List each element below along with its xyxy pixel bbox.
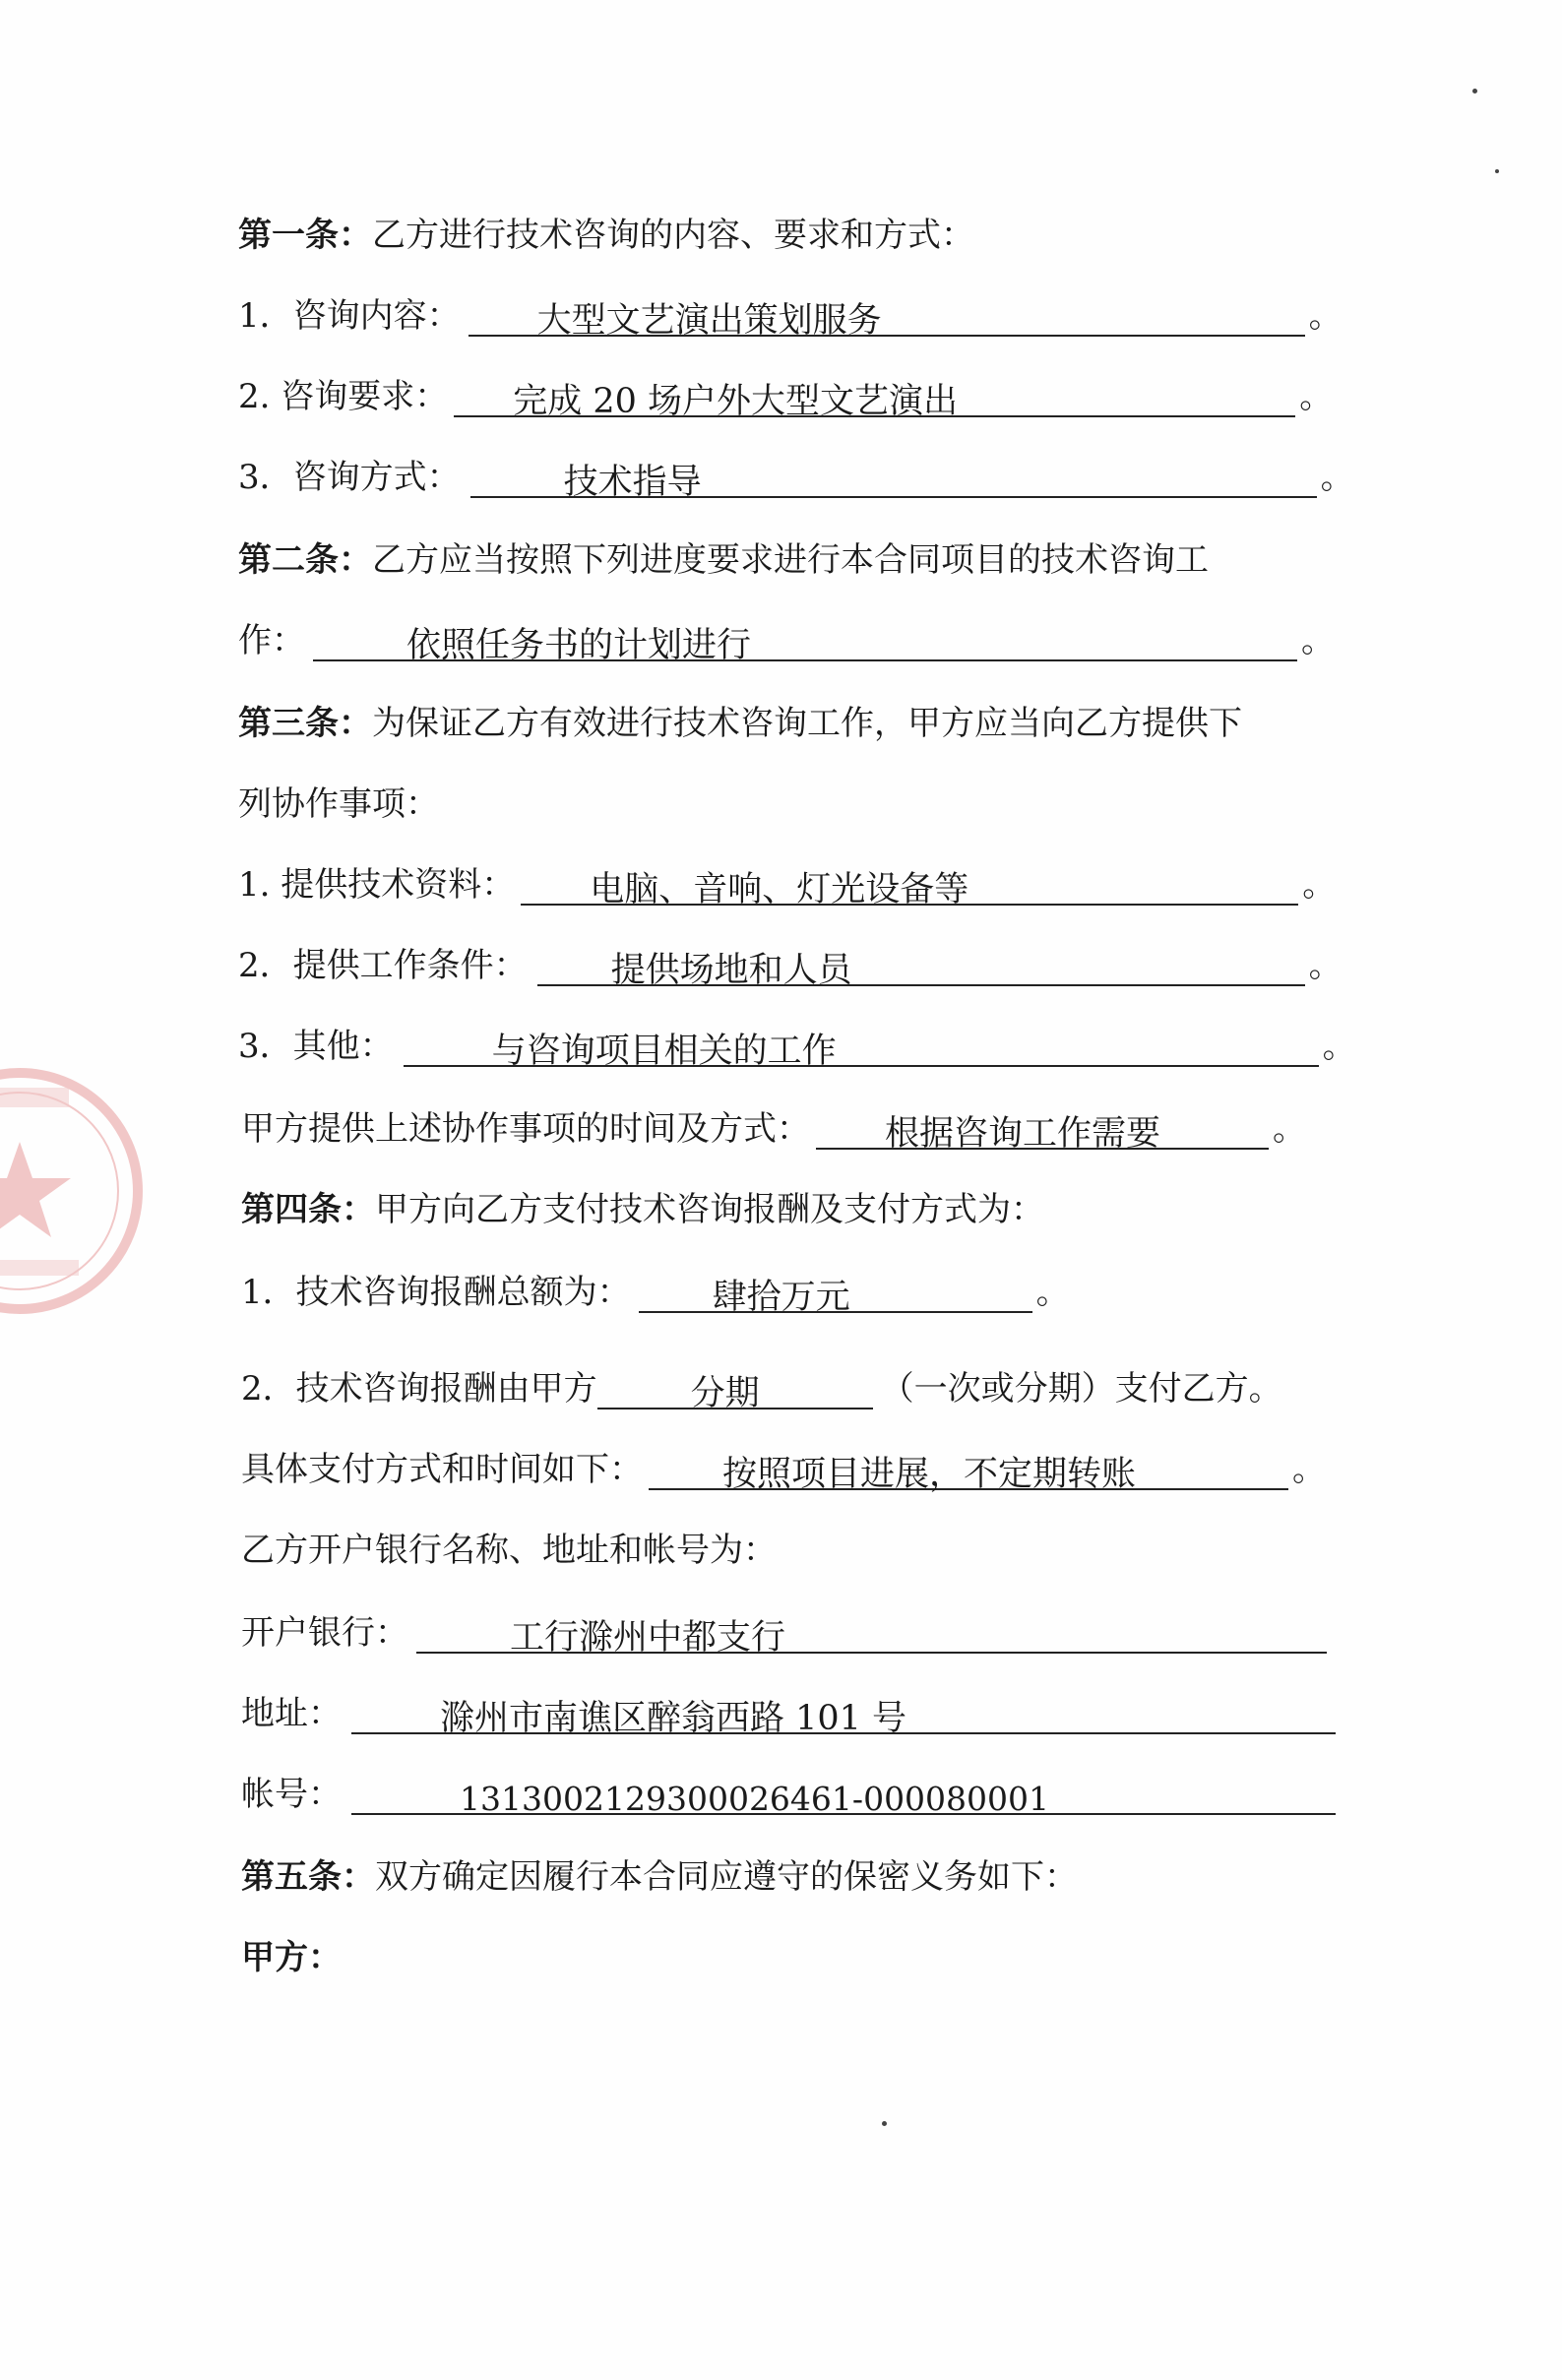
article-1-line [238, 197, 974, 256]
consult-content-line [238, 278, 1343, 341]
fee-payment-label: 2．技术咨询报酬由甲方 [241, 1369, 597, 1409]
article-3-line [238, 685, 1242, 744]
schedule-value: 依照任务书的计划进行 [406, 626, 752, 665]
article-5-text: 双方确定因履行本合同应遵守的保密义务如下： [375, 1857, 1078, 1898]
consult-method-field [470, 455, 1317, 502]
fee-total-value: 肆拾万元 [712, 1278, 850, 1317]
scan-speck [1472, 89, 1477, 94]
bank-name-field [416, 1610, 1327, 1658]
account-field [351, 1772, 1336, 1818]
tech-materials-field [521, 862, 1298, 909]
article-2-heading: 第二条： [238, 540, 372, 581]
work-conditions-label: 2．提供工作条件： [238, 946, 528, 986]
article-4-heading: 第四条： [241, 1190, 375, 1230]
consult-content-label: 1．咨询内容： [238, 296, 461, 337]
article-3-text: 为保证乙方有效进行技术咨询工作，甲方应当向乙方提供下 [372, 704, 1242, 744]
end-mark: 。 [1308, 296, 1343, 337]
address-line [241, 1675, 1336, 1738]
end-mark: 。 [1035, 1273, 1070, 1313]
fee-total-label: 1．技术咨询报酬总额为： [241, 1273, 631, 1313]
article-4-line [241, 1171, 1044, 1230]
bank-name-value: 工行滁州中都支行 [510, 1618, 786, 1658]
article-5-heading: 第五条： [241, 1857, 375, 1898]
payment-detail-line [241, 1431, 1326, 1494]
coop-time-line [241, 1091, 1306, 1154]
address-label: 地址： [241, 1694, 342, 1734]
coop-time-field [816, 1106, 1269, 1154]
consult-content-value: 大型文艺演出策划服务 [536, 301, 882, 341]
consult-method-line [238, 439, 1354, 502]
end-mark: 。 [1302, 865, 1337, 906]
article-3-cont-line [238, 766, 439, 825]
end-mark: 。 [1322, 1027, 1356, 1067]
schedule-field [313, 618, 1297, 665]
article-4-text: 甲方向乙方支付技术咨询报酬及支付方式为： [375, 1190, 1044, 1230]
coop-time-label: 甲方提供上述协作事项的时间及方式： [241, 1109, 810, 1150]
other-items-field [404, 1024, 1319, 1071]
payment-detail-field [649, 1447, 1288, 1494]
scan-speck [882, 2121, 887, 2126]
work-conditions-value: 提供场地和人员 [610, 951, 852, 990]
party-a-line [241, 1919, 342, 1978]
scan-speck [1495, 169, 1499, 173]
end-mark: 。 [1320, 458, 1354, 498]
seal-stamp-image [0, 1029, 157, 1353]
account-line [241, 1756, 1336, 1818]
end-mark: 。 [1292, 1450, 1326, 1490]
work-conditions-line [238, 927, 1343, 990]
tech-materials-value: 电脑、音响、灯光设备等 [590, 870, 969, 909]
bank-intro-line [241, 1512, 777, 1571]
article-3-heading: 第三条： [238, 704, 372, 744]
end-mark: 。 [1308, 946, 1343, 986]
end-mark: 。 [1301, 621, 1335, 661]
article-2-cont-label: 作： [238, 621, 305, 661]
fee-total-field [639, 1270, 1032, 1317]
tech-materials-label: 1. 提供技术资料： [238, 865, 516, 906]
article-1-heading: 第一条： [238, 216, 372, 256]
consult-method-label: 3．咨询方式： [238, 458, 461, 498]
consult-requirement-line [238, 358, 1334, 421]
payment-detail-label: 具体支付方式和时间如下： [241, 1450, 643, 1490]
address-field [351, 1691, 1336, 1738]
article-5-line [241, 1839, 1078, 1898]
bank-name-label: 开户银行： [241, 1613, 408, 1654]
consult-requirement-value: 完成 20 场户外大型文艺演出 [513, 382, 959, 421]
party-a-label: 甲方： [241, 1938, 342, 1978]
account-value: 1313002129300026461-000080001 [460, 1780, 1050, 1818]
tech-materials-line [238, 846, 1337, 909]
fee-payment-field [597, 1366, 873, 1413]
account-label: 帐号： [241, 1775, 342, 1815]
coop-time-value: 根据咨询工作需要 [885, 1114, 1161, 1154]
work-conditions-field [537, 943, 1305, 990]
consult-requirement-field [454, 374, 1295, 421]
end-mark: 。 [1299, 377, 1334, 417]
fee-payment-value: 分期 [690, 1374, 760, 1413]
article-2-line [238, 522, 1209, 581]
article-2-cont-line [238, 602, 1335, 665]
consult-requirement-label: 2. 咨询要求： [238, 377, 449, 417]
address-value: 滁州市南谯区醉翁西路 101 号 [440, 1699, 907, 1738]
article-3-cont-text: 列协作事项： [238, 784, 439, 825]
end-mark: 。 [1273, 1109, 1306, 1150]
bank-intro-text: 乙方开户银行名称、地址和帐号为： [241, 1531, 777, 1571]
other-items-value: 与咨询项目相关的工作 [491, 1032, 837, 1071]
consult-content-field [469, 293, 1305, 341]
article-2-text: 乙方应当按照下列进度要求进行本合同项目的技术咨询工 [372, 540, 1209, 581]
fee-payment-suffix: （一次或分期）支付乙方。 [880, 1369, 1282, 1409]
other-items-label: 3．其他： [238, 1027, 394, 1067]
fee-payment-line [241, 1350, 1282, 1413]
article-1-text: 乙方进行技术咨询的内容、要求和方式： [372, 216, 974, 256]
consult-method-value: 技术指导 [563, 463, 702, 502]
payment-detail-value: 按照项目进展，不定期转账 [722, 1455, 1137, 1494]
other-items-line [238, 1008, 1356, 1071]
bank-name-line [241, 1595, 1327, 1658]
fee-total-line [241, 1254, 1070, 1317]
